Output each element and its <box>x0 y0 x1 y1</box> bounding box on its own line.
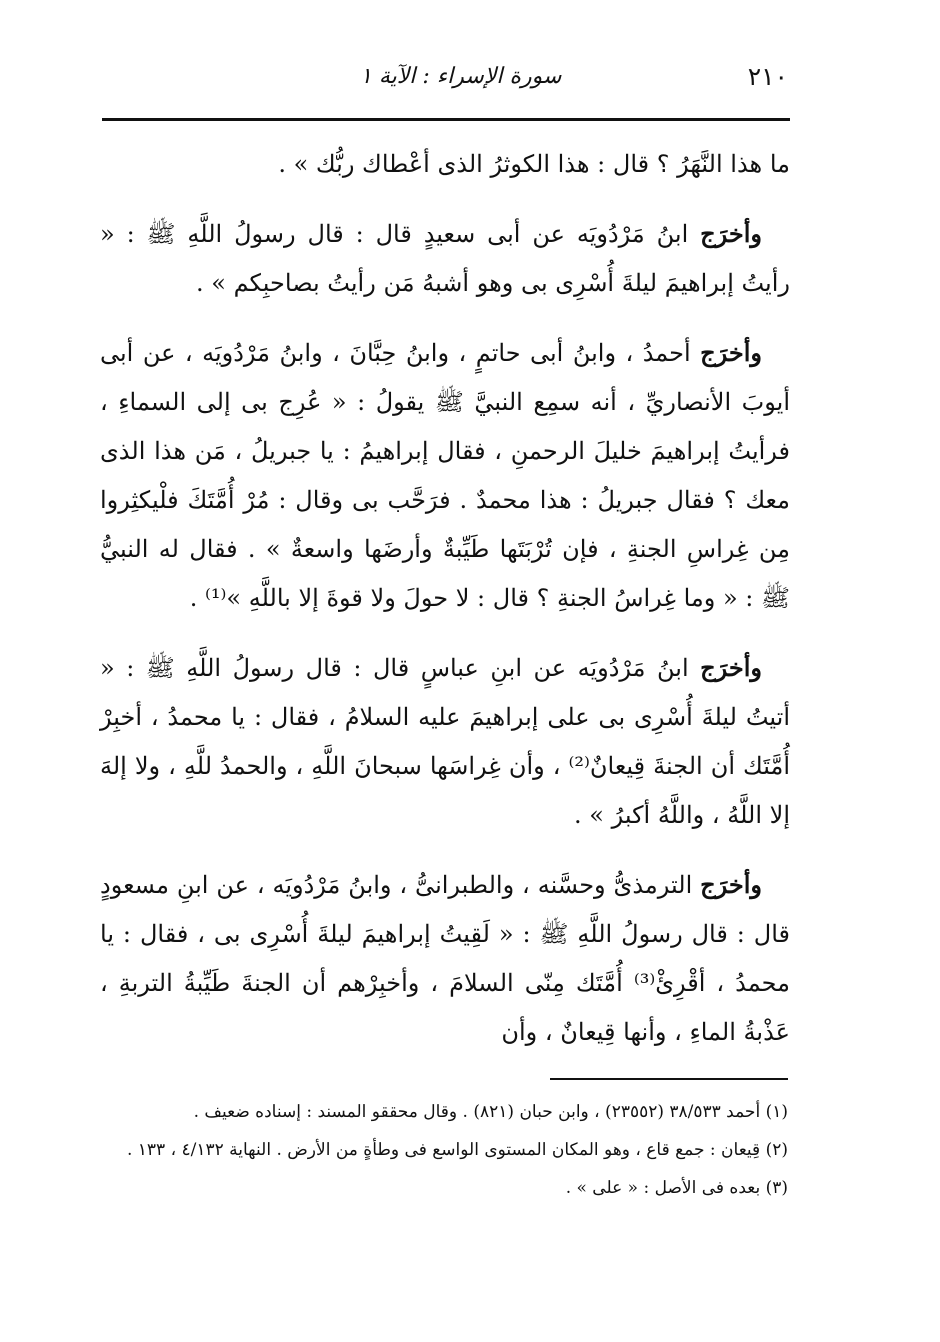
main-text <box>100 140 790 1077</box>
paragraph <box>100 209 790 308</box>
paragraph-text: ابنُ مَرْدُويَه عن ابنِ عباسٍ قال : قال رسولُ اللَّهِ ﷺ : « أتيتُ ليلةَ أُسْرِى بى على إبراهيمَ عليه السلامُ ، فقال : يا محمدُ ، أخبِرْ أُمَّتَك أن الجنةَ قِيعانٌ⁽²⁾ ، وأن غِراسَها سبحانَ اللَّهِ ، والحمدُ للَّهِ ، ولا إلهَ إلا اللَّهُ ، واللَّهُ أكبرُ » . <box>100 654 790 829</box>
paragraph-lead: وأخرَج <box>700 653 762 682</box>
paragraph <box>100 328 790 623</box>
paragraph <box>100 140 790 189</box>
paragraph-lead: وأخرَج <box>700 219 762 248</box>
paragraph-lead: وأخرَج <box>700 870 762 899</box>
paragraph-text: الترمذىُّ وحسَّنه ، والطبرانىُّ ، وابنُ مَرْدُويَه ، عن ابنِ مسعودٍ قال : قال رسولُ اللَّهِ ﷺ : « لَقِيتُ إبراهيمَ ليلةَ أُسْرِى بى ، فقال : يا محمدُ ، أقْرِئْ⁽³⁾ أُمَّتَك مِنّى السلامَ ، وأخبِرْهم أن الجنةَ طَيِّبةُ التربةِ ، عَذْبةُ الماءِ ، وأنها قِيعانٌ ، وأن <box>100 871 790 1046</box>
paragraph-text: ما هذا النَّهَرُ ؟ قال : هذا الكوثرُ الذى أعْطاك ربُّك » . <box>278 150 790 178</box>
footnote: (٢) قِيعان : جمع قاع ، وهو المكان المستوى الواسع فى وطأةٍ من الأرض . النهاية ٤/١٣٢ ، ١٣٣ . <box>126 1140 788 1160</box>
paragraph <box>100 860 790 1057</box>
page-number: ٢١٠ <box>747 62 788 91</box>
footnote: (١) أحمد ٣٨/٥٣٣ (٢٣٥٥٢) ، وابن حبان (٨٢١) . وقال محققو المسند : إسناده ضعيف . <box>193 1102 788 1122</box>
footnote: (٣) بعده فى الأصل : « على » . <box>565 1178 788 1198</box>
paragraph-lead: وأخرَج <box>700 338 762 367</box>
running-head: سورة الإسراء : الآية ١ <box>360 64 562 89</box>
paragraph-text: ابنُ مَرْدُويَه عن أبى سعيدٍ قال : قال رسولُ اللَّهِ ﷺ : « رأيتُ إبراهيمَ ليلةَ أُسْرِى بى وهو أشبهُ مَن رأيتُ بصاحبِكم » . <box>100 220 790 297</box>
footnotes <box>100 1093 788 1207</box>
paragraph <box>100 643 790 840</box>
paragraph-text: أحمدُ ، وابنُ أبى حاتمٍ ، وابنُ حِبَّانَ ، وابنُ مَرْدُويَه ، عن أبى أيوبَ الأنصاريِّ ، أنه سمِع النبيَّ ﷺ يقولُ : « عُرِج بى إلى السماءِ ، فرأيتُ إبراهيمَ خليلَ الرحمنِ ، فقال إبراهيمُ : يا جبريلُ ، مَن هذا الذى معك ؟ فقال جبريلُ : هذا محمدٌ . فرَحَّب بى وقال : مُرْ أُمَّتَكَ فلْيكثِروا مِن غِراسِ الجنةِ ، فإن تُرْبَتَها طَيِّبةٌ وأرضَها واسعةٌ » . فقال له النبيُّ ﷺ : « وما غِراسُ الجنةِ ؟ قال : لا حولَ ولا قوةَ إلا باللَّهِ »⁽¹⁾ . <box>100 339 790 612</box>
page-header <box>100 62 788 102</box>
footnote-rule <box>550 1078 788 1080</box>
header-rule <box>102 118 790 121</box>
